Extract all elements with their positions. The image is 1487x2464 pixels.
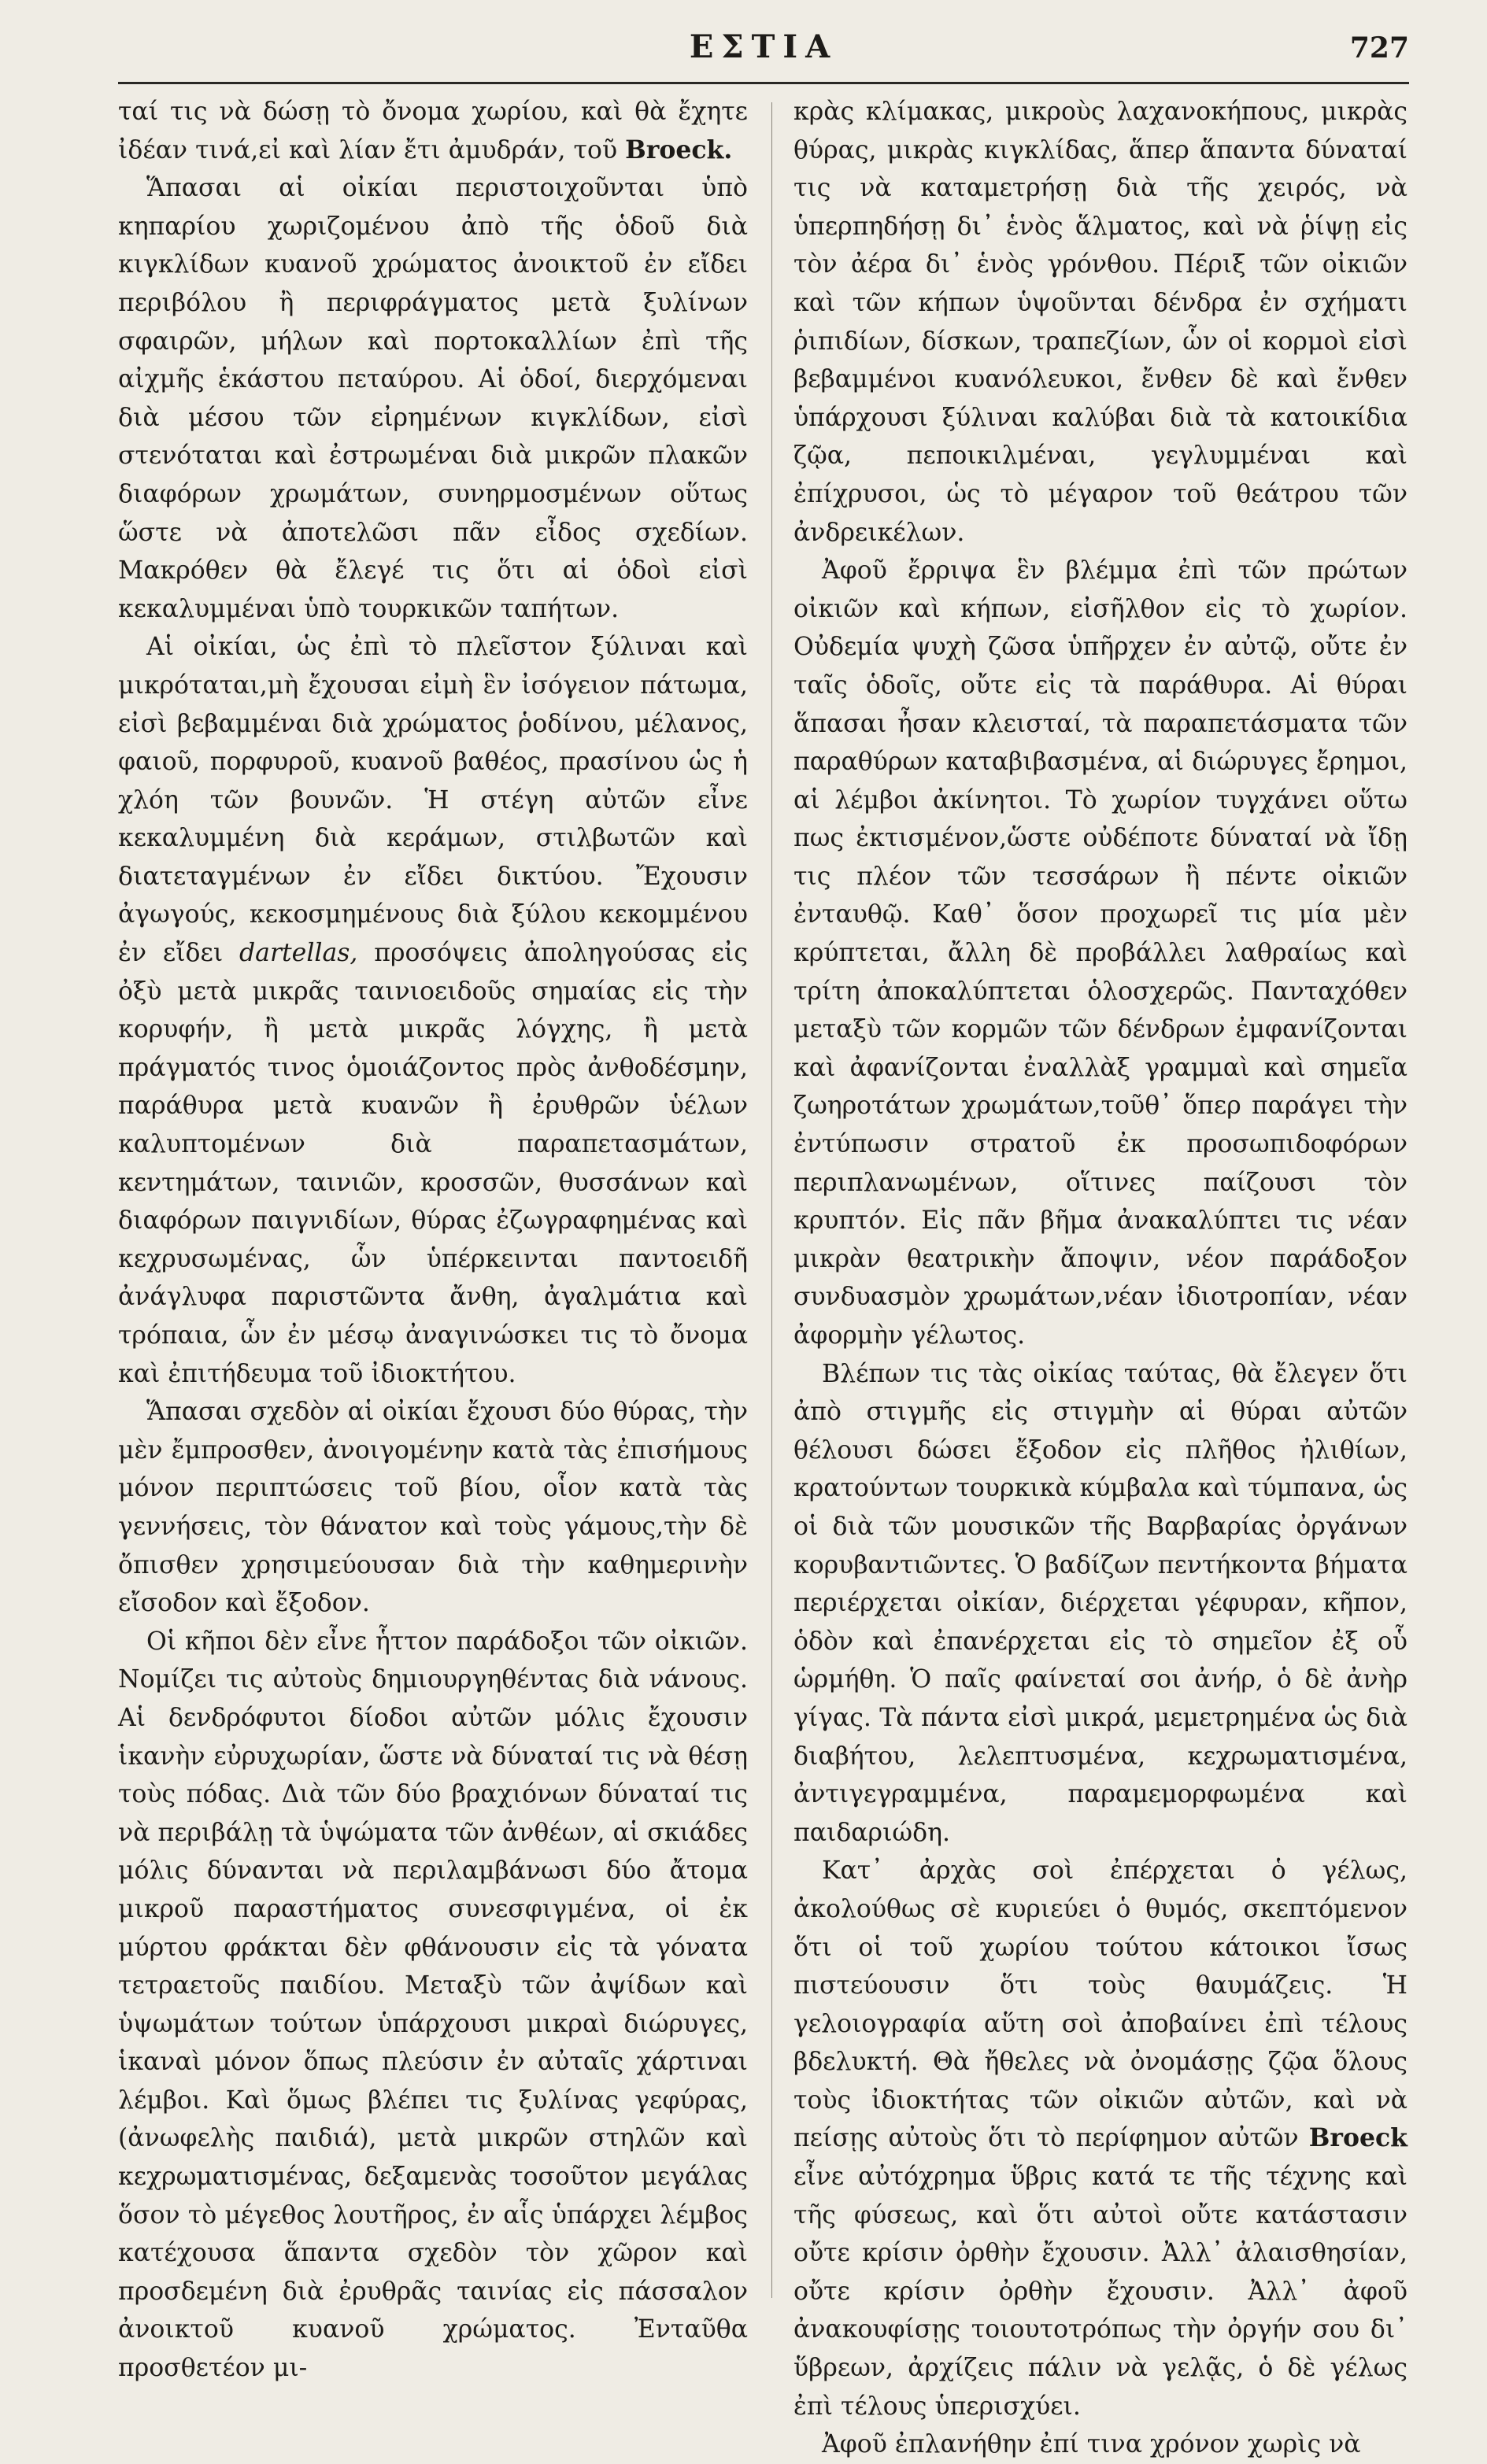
paragraph: Οἱ κῆποι δὲν εἶνε ἧττον παράδοξοι τῶν οἰκιῶν. Νομίζει τις αὐτοὺς δημιουργηθέντας διὰ νάνους. Αἱ δενδρόφυτοι δίοδοι αὐτῶν μόλις ἔχουσιν ἱκανὴν εὐρυχωρίαν, ὥστε νὰ δύναταί τις νὰ θέσῃ τοὺς πόδας. Διὰ τῶν δύο βραχιόνων δύναταί τις νὰ περιβάλῃ τὰ ὑψώματα τῶν ἀνθέων, αἱ σκιάδες μόλις δύνανται νὰ περιλαμβάνωσι δύο ἄτομα μικροῦ παραστήματος συνεσφιγμένα, οἱ ἐκ μύρτου φράκται δὲν φθάνουσιν εἰς τὰ γόνατα τετραετοῦς παιδίου. Μεταξὺ τῶν ἀψίδων καὶ ὑψωμάτων τούτων ὑπάρχουσι μικραὶ διώρυγες, ἱκαναὶ μόνον ὅπως πλεύσιν ἐν αὐταῖς χάρτιναι λέμβοι. Καὶ ὅμως βλέπει τις ξυλίνας γεφύρας, (ἀνωφελὴς παιδιά), μετὰ μικρῶν στηλῶν καὶ κεχρωματισμένας, δεξαμενὰς τοσοῦτον μεγάλας ὅσον τὸ μέγεθος λουτῆρος, ἐν αἷς ὑπάρχει λέμβος κατέχουσα ἅπαντα σχεδὸν τὸν χῶρον καὶ προσδεμένη διὰ ἐρυθρᾶς ταινίας εἰς πάσσαλον ἀνοικτοῦ κυανοῦ χρώματος. Ἐνταῦθα προσθετέον μι- [118, 1627, 748, 2383]
paragraph: Ἅπασαι αἱ οἰκίαι περιστοιχοῦνται ὑπὸ κηπαρίου χωριζομένου ἀπὸ τῆς ὁδοῦ διὰ κιγκλίδων κυανοῦ χρώματος ἀνοικτοῦ ἐν εἴδει περιβόλου ἢ περιφράγματος μετὰ ξυλίνων σφαιρῶν, μήλων καὶ πορτοκαλλίων ἐπὶ τῆς αἰχμῆς ἑκάστου πεταύρου. Αἱ ὁδοί, διερχόμεναι διὰ μέσου τῶν εἰρημένων κιγκλίδων, εἰσὶ στενόταται καὶ ἐστρωμέναι διὰ μικρῶν πλακῶν διαφόρων χρωμάτων, συνηρμοσμένων οὕτως ὥστε νὰ ἀποτελῶσι πᾶν εἶδος σχεδίων. Μακρόθεν θὰ ἔλεγέ τις ὅτι αἱ ὁδοὶ εἰσὶ κεκαλυμμέναι ὑπὸ τουρκικῶν ταπήτων. [118, 174, 748, 623]
paragraph: Ἀφοῦ ἐπλανήθην ἐπί τινα χρόνον χωρὶς νὰ [822, 2430, 1361, 2459]
page-number: 727 [1349, 31, 1409, 65]
journal-title: ΕΣΤΙΑ [689, 28, 838, 65]
running-head [118, 22, 1409, 69]
paragraph [118, 93, 748, 169]
place-name: Broeck. [625, 135, 733, 164]
foreign-term: dartellas, [239, 939, 358, 968]
paragraph: Ἀφοῦ ἔρριψα ἓν βλέμμα ἐπὶ τῶν πρώτων οἰκιῶν καὶ κήπων, εἰσῆλθον εἰς τὸ χωρίον. Οὐδεμία ψυχὴ ζῶσα ὑπῆρχεν ἐν αὐτῷ, οὔτε ἐν ταῖς ὁδοῖς, οὔτε εἰς τὰ παράθυρα. Αἱ θύραι ἅπασαι ἦσαν κλεισταί, τὰ παραπετάσματα τῶν παραθύρων καταβιβασμένα, αἱ διώρυγες ἔρημοι, αἱ λέμβοι ἀκίνητοι. Τὸ χωρίον τυγχάνει οὕτω πως ἐκτισμένον,ὥστε οὐδέποτε δύναταί νὰ ἴδῃ τις πλέον τῶν τεσσάρων ἢ πέντε οἰκιῶν ἐνταυθῷ. Καθ᾽ ὅσον προχωρεῖ τις μία μὲν κρύπτεται, ἄλλη δὲ προβάλλει λαθραίως καὶ τρίτη ἀποκαλύπτεται ὁλοσχερῶς. Πανταχόθεν μεταξὺ τῶν κορμῶν τῶν δένδρων ἐμφανίζονται καὶ ἀφανίζονται ἐναλλὰξ γραμμαὶ καὶ σημεῖα ζωηροτάτων χρωμάτων,τοῦθ᾽ ὅπερ παράγει τὴν ἐντύπωσιν στρατοῦ ἐκ προσωπιδοφόρων περιπλανωμένων, οἵτινες παίζουσι τὸν κρυπτόν. Εἰς πᾶν βῆμα ἀνακαλύπτει τις νέαν μικρὰν θεατρικὴν ἄποψιν, νέον παράδοξον συνδυασμὸν χρωμάτων,νέαν ἰδιοτροπίαν, νέαν ἀφορμὴν γέλωτος. [793, 556, 1407, 1350]
left-column [118, 93, 749, 2383]
paragraph [793, 1852, 1407, 2425]
text-span: ταί τις νὰ δώσῃ τὸ ὄνομα χωρίου, καὶ θὰ ἔχητε ἰδέαν τινά,εἰ καὶ λίαν ἔτι ἀμυδράν, τοῦ [118, 98, 748, 164]
place-name: Broeck [1308, 2123, 1408, 2153]
text-span: Κατ᾽ ἀρχὰς σοὶ ἐπέρχεται ὁ γέλως, ἀκολούθως σὲ κυριεύει ὁ θυμός, σκεπτόμενον ὅτι οἱ τοῦ χωρίου τούτου κάτοικοι ἴσως πιστεύουσιν ὅτι τοὺς θαυμάζεις. Ἡ γελοιογραφία αὕτη σοὶ ἀποβαίνει ἐπὶ τέλους βδελυκτή. Θὰ ἤθελες νὰ ὀνομάσῃς ζῷα ὅλους τοὺς ἰδιοκτήτας τῶν οἰκιῶν αὐτῶν, καὶ νὰ πείσῃς αὐτοὺς ὅτι τὸ περίφημον αὐτῶν [793, 1856, 1407, 2153]
paragraph: Βλέπων τις τὰς οἰκίας ταύτας, θὰ ἔλεγεν ὅτι ἀπὸ στιγμῆς εἰς στιγμὴν αἱ θύραι αὐτῶν θέλουσι δώσει ἔξοδον εἰς πλῆθος ἠλιθίων, κρατούντων τουρκικὰ κύμβαλα καὶ τύμπανα, ὡς οἱ διὰ τῶν μουσικῶν τῆς Βαρβαρίας ὀργάνων κορυβαντιῶντες. Ὁ βαδίζων πεντήκοντα βήματα περιέρχεται οἰκίαν, διέρχεται γέφυραν, κῆπον, ὁδὸν καὶ ἐπανέρχεται εἰς τὸ σημεῖον ἐξ οὗ ὡρμήθη. Ὁ παῖς φαίνεταί σοι ἀνήρ, ὁ δὲ ἀνὴρ γίγας. Τὰ πάντα εἰσὶ μικρά, μεμετρημένα ὡς διὰ διαβήτου, λελεπτυσμένα, κεχρωματισμένα, ἀντιγεγραμμένα, παραμεμορφωμένα καὶ παιδαριώδη. [793, 1359, 1407, 1847]
paragraph: κρὰς κλίμακας, μικροὺς λαχανοκήπους, μικρὰς θύρας, μικρὰς κιγκλίδας, ἅπερ ἅπαντα δύναταί τις νὰ καταμετρήσῃ διὰ τῆς χειρός, νὰ ὑπερπηδήσῃ δι᾽ ἑνὸς ἅλματος, καὶ νὰ ῥίψῃ εἰς τὸν ἀέρα δι᾽ ἑνὸς γρόνθου. Πέριξ τῶν οἰκιῶν καὶ τῶν κήπων ὑψοῦνται δένδρα ἐν σχήματι ῥιπιδίων, δίσκων, τραπεζίων, ὧν οἱ κορμοὶ εἰσὶ βεβαμμένοι κυανόλευκοι, ἔνθεν δὲ καὶ ἔνθεν ὑπάρχουσι ξύλιναι καλύβαι διὰ τὰ κατοικίδια ζῷα, πεποικιλμέναι, γεγλυμμέναι καὶ ἐπίχρυσοι, ὡς τὸ μέγαρον τοῦ θεάτρου τῶν ἀνδρεικέλων. [793, 98, 1407, 547]
column-rule [771, 102, 772, 2298]
right-column [793, 93, 1408, 2459]
paragraph [118, 628, 748, 1393]
text-span: Αἱ οἰκίαι, ὡς ἐπὶ τὸ πλεῖστον ξύλιναι καὶ μικρόταται,μὴ ἔχουσαι εἰμὴ ἓν ἰσόγειον πάτωμα, εἰσὶ βεβαμμέναι διὰ χρώματος ῥοδίνου, μέλανος, φαιοῦ, πορφυροῦ, κυανοῦ βαθέος, πρασίνου ὡς ἡ χλόη τῶν βουνῶν. Ἡ στέγη αὐτῶν εἶνε κεκαλυμμένη διὰ κεράμων, στιλβωτῶν καὶ διατεταγμένων ἐν εἴδει δικτύου. Ἔχουσιν ἀγωγούς, κεκοσμημένους διὰ ξύλου κεκομμένου ἐν εἴδει [118, 633, 748, 968]
text-span: προσόψεις ἀποληγούσας εἰς ὀξὺ μετὰ μικρᾶς ταινιοειδοῦς σημαίας εἰς τὴν κορυφήν, ἢ μετὰ μικρᾶς λόγχης, ἢ μετὰ πράγματός τινος ὁμοιάζοντος πρὸς ἀνθοδέσμην, παράθυρα μετὰ κυανῶν ἢ ἐρυθρῶν ὑέλων καλυπτομένων διὰ παραπετασμάτων, κεντημάτων, ταινιῶν, κροσσῶν, θυσσάνων καὶ διαφόρων παιγνιδίων, θύρας ἐζωγραφημένας καὶ κεχρυσωμένας, ὧν ὑπέρκεινται παντοειδῆ ἀνάγλυφα παριστῶντα ἄνθη, ἀγαλμάτια καὶ τρόπαια, ὧν ἐν μέσῳ ἀναγινώσκει τις τὸ ὄνομα καὶ ἐπιτήδευμα τοῦ ἰδιοκτήτου. [118, 939, 749, 1388]
text-span: εἶνε αὐτόχρημα ὕβρις κατά τε τῆς τέχνης καὶ τῆς φύσεως, καὶ ὅτι αὐτοὶ οὔτε κατάστασιν οὔτε κρίσιν ὀρθὴν ἔχουσιν. Ἀλλ᾽ ἀλαισθησίαν, οὔτε κρίσιν ὀρθὴν ἔχουσιν. Ἀλλ᾽ ἀφοῦ ἀνακουφίσῃς τοιουτοτρόπως τὴν ὀργήν σου δι᾽ ὕβρεων, ἀρχίζεις πάλιν νὰ γελᾷς, ὁ δὲ γέλως ἐπὶ τέλους ὑπερισχύει. [793, 2163, 1407, 2421]
header-rule [118, 82, 1409, 84]
paragraph: Ἅπασαι σχεδὸν αἱ οἰκίαι ἔχουσι δύο θύρας, τὴν μὲν ἔμπροσθεν, ἀνοιγομένην κατὰ τὰς ἐπισήμους μόνον περιπτώσεις τοῦ βίου, οἷον κατὰ τὰς γεννήσεις, τὸν θάνατον καὶ τοὺς γάμους,τὴν δὲ ὄπισθεν χρησιμεύουσαν διὰ τὴν καθημερινὴν εἴσοδον καὶ ἔξοδον. [118, 1398, 748, 1618]
